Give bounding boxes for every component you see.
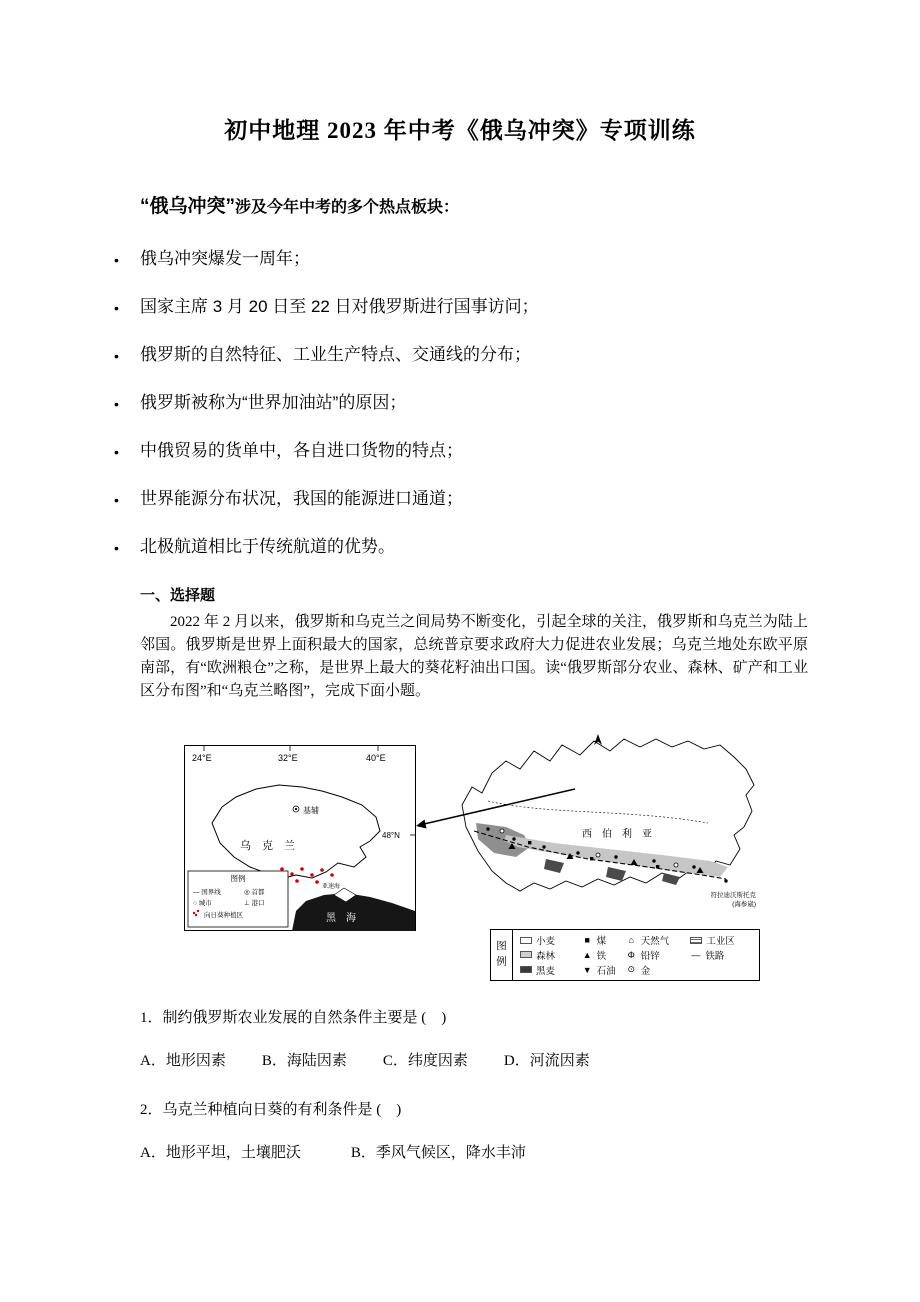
russia-map-legend — [490, 929, 760, 981]
legend-label: 石油 — [596, 965, 616, 977]
page-title: 初中地理 2023 年中考《俄乌冲突》专项训练 — [224, 118, 696, 143]
option-1c: C．纬度因素 — [382, 1053, 468, 1069]
rye-swatch — [520, 966, 532, 973]
legend-label: 小麦 — [536, 936, 556, 948]
connector-arrow-icon — [400, 783, 580, 833]
legend-label: 黑麦 — [536, 965, 556, 977]
lat-label: 48°N — [382, 831, 400, 840]
option-2b: B．季风气候区，降水丰沛 — [350, 1145, 526, 1161]
wheat-swatch — [520, 937, 532, 944]
legend-wheat — [520, 933, 582, 947]
oil-icon: ▼ — [582, 964, 592, 975]
legend-title: 图例 — [230, 874, 246, 883]
lead-zinc-icon: Φ — [627, 949, 635, 960]
legend-title: 图例 — [491, 930, 513, 980]
vladivostok-label: 符拉迪沃斯托克 — [710, 892, 756, 899]
legend-label: 天然气 — [640, 936, 670, 948]
bullet-list — [112, 248, 808, 558]
siberia-label: 西 伯 利 亚 — [582, 829, 652, 840]
lon-label-40e: 40°E — [366, 753, 386, 763]
capital-label: 基辅 — [303, 806, 319, 815]
vladivostok-marker — [724, 879, 727, 882]
arrow-shaft — [424, 789, 575, 824]
question-1-options — [140, 1052, 808, 1071]
legend-label: 金 — [640, 965, 651, 977]
legend-grid — [513, 930, 759, 980]
legend-city: ○ 城市 — [193, 900, 212, 907]
iron-icon: ▲ — [582, 949, 592, 960]
lon-label-24e: 24°E — [192, 753, 212, 763]
option-1d: D．河流因素 — [503, 1053, 590, 1069]
legend-label: 煤 — [596, 936, 607, 948]
option-1a: A．地形因素 — [140, 1053, 226, 1069]
passage: 2022 年 2 月以来，俄罗斯和乌克兰之间局势不断变化，引起全球的关注，俄罗斯和乌克兰为陆上邻国。俄罗斯是世界上面积最大的国家，总统普京要求政府大力促进农业发展；乌克兰地处东欧平原南部，有“欧洲粮仓”之称，是世界上最大的葵花籽油出口国。读“俄罗斯部分农业、森林、矿产和工业区分布图”和“乌克兰略图”，完成下面小题。 — [140, 614, 808, 699]
legend-railway — [690, 948, 752, 962]
legend-label: 铁 — [596, 950, 607, 962]
azov-sea-label: 亚速海 — [322, 884, 341, 890]
railway-icon: — — [691, 949, 701, 960]
ukraine-legend — [188, 871, 288, 927]
forest-swatch — [520, 951, 532, 958]
legend-label: 工业区 — [706, 936, 735, 948]
intro-highlight: “俄乌冲突” — [140, 196, 236, 217]
option-2a: A．地形平坦，土壤肥沃 — [140, 1145, 301, 1161]
lon-label-32e: 32°E — [278, 753, 298, 763]
capital-marker-dot — [295, 808, 297, 810]
legend-gas — [626, 933, 691, 947]
legend-capital: ◎ 首都 — [244, 889, 265, 896]
legend-sunflower-dot — [195, 914, 197, 916]
legend-iron — [582, 948, 626, 962]
coal-icon: ■ — [584, 935, 590, 946]
bullet-item: • 俄乌冲突爆发一周年； — [112, 248, 808, 270]
bullet-item: • 俄罗斯被称为“世界加油站”的原因； — [112, 392, 808, 414]
legend-label: 铅锌 — [640, 950, 660, 962]
section-heading: 一、选择题 — [140, 587, 216, 604]
option-1b: B．海陆因素 — [261, 1053, 347, 1069]
bullet-item: • 国家主席 3 月 20 日至 22 日对俄罗斯进行国事访问； — [112, 296, 808, 318]
legend-sunflower-region: 向日葵种植区 — [204, 912, 243, 919]
legend-forest — [520, 948, 582, 962]
intro-line — [140, 191, 808, 218]
vladivostok-label-2: (海参崴) — [732, 901, 756, 908]
legend-port: ⊥ 港口 — [244, 900, 265, 907]
maps-figure — [112, 727, 808, 995]
legend-sunflower-dot — [197, 910, 199, 912]
question-2-options — [140, 1144, 808, 1163]
bullet-item: • 中俄贸易的货单中，各自进口货物的特点； — [112, 440, 808, 462]
country-label: 乌 克 兰 — [240, 840, 295, 852]
legend-rye — [520, 963, 582, 977]
bullet-item: • 俄罗斯的自然特征、工业生产特点、交通线的分布； — [112, 344, 808, 366]
legend-oil — [582, 963, 626, 977]
legend-label: 森林 — [536, 950, 556, 962]
legend-gold — [626, 963, 691, 977]
legend-leadzinc — [626, 948, 691, 962]
legend-label: 铁路 — [705, 950, 725, 962]
gold-icon: ⊙ — [627, 964, 635, 975]
black-sea-label: 黑 海 — [326, 913, 356, 924]
industry-swatch — [690, 937, 702, 944]
legend-industry — [690, 933, 752, 947]
legend-border-line: — 国界线 — [193, 889, 221, 896]
question-1: 1．制约俄罗斯农业发展的自然条件主要是 ( ) — [140, 1010, 447, 1026]
question-2: 2．乌克兰种植向日葵的有利条件是 ( ) — [140, 1102, 402, 1118]
bullet-item: • 世界能源分布状况，我国的能源进口通道； — [112, 488, 808, 510]
intro-rest: 涉及今年中考的多个热点板块： — [235, 199, 460, 216]
legend-coal — [582, 933, 626, 947]
legend-sunflower-dot — [193, 912, 195, 914]
bullet-item: • 北极航道相比于传统航道的优势。 — [112, 536, 808, 558]
arrow-head — [416, 820, 427, 829]
gas-icon: ⌂ — [628, 935, 634, 946]
ukraine-map — [184, 745, 416, 931]
